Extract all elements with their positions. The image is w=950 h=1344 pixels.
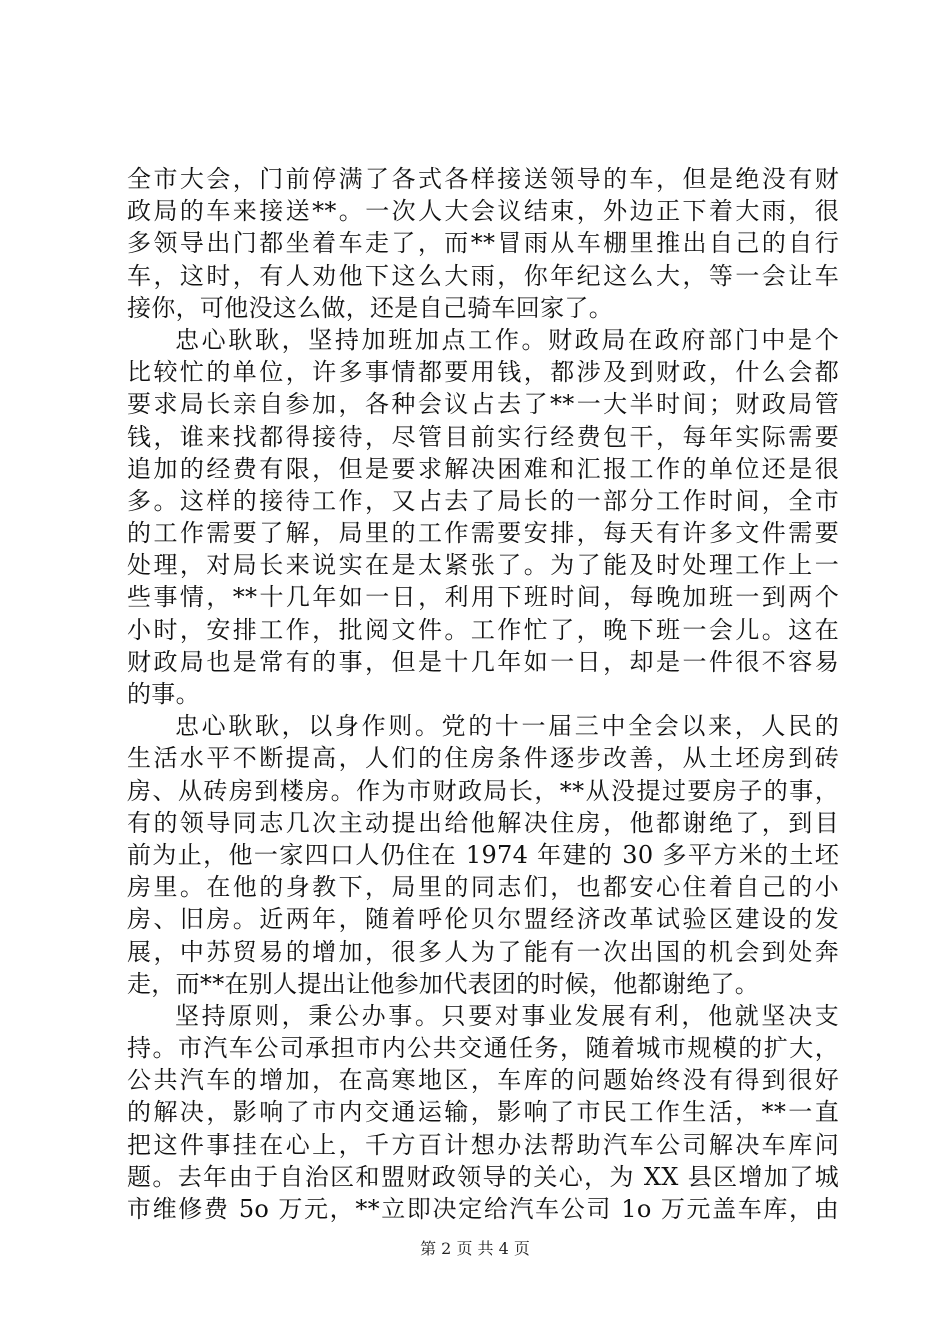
text-line: 接你，可他没这么做，还是自己骑车回家了。 <box>127 293 613 322</box>
text-line: 钱，谁来找都得接待，尽管目前实行经费包干，每年实际需要 <box>127 422 839 451</box>
paragraph-first-line: 坚持原则，秉公办事。只要对事业发展有利，他就坚决支 <box>175 1001 839 1030</box>
text-line: 把这件事挂在心上，千方百计想办法帮助汽车公司解决车库问 <box>127 1130 839 1159</box>
text-line: 的事。 <box>127 680 200 708</box>
text-line: 的解决，影响了市内交通运输，影响了市民工作生活，**一直 <box>127 1098 839 1127</box>
text-line: 多领导出门都坐着车走了，而**冒雨从车棚里推出自己的自行 <box>127 229 839 258</box>
text-line: 车，这时，有人劝他下这么大雨，你年纪这么大，等一会让车 <box>127 261 839 290</box>
body-text <box>127 163 839 1225</box>
text-line: 房里。在他的身教下，局里的同志们，也都安心住着自己的小 <box>127 873 839 902</box>
text-line: 房、从砖房到楼房。作为市财政局长，**从没提过要房子的事， <box>127 776 839 805</box>
text-line: 小时，安排工作，批阅文件。工作忙了，晚下班一会儿。这在 <box>127 615 839 644</box>
text-line: 展，中苏贸易的增加，很多人为了能有一次出国的机会到处奔 <box>127 937 839 966</box>
text-line: 政局的车来接送**。一次人大会议结束，外边正下着大雨，很 <box>127 197 839 226</box>
paragraph-first-line: 忠心耿耿，坚持加班加点工作。财政局在政府部门中是个 <box>175 325 839 354</box>
text-line: 持。市汽车公司承担市内公共交通任务，随着城市规模的扩大， <box>127 1034 839 1063</box>
paragraph-first-line: 忠心耿耿，以身作则。党的十一届三中全会以来，人民的 <box>175 712 839 741</box>
text-line: 比较忙的单位，许多事情都要用钱，都涉及到财政，什么会都 <box>127 358 839 387</box>
text-line: 财政局也是常有的事，但是十几年如一日，却是一件很不容易 <box>127 647 839 676</box>
text-line: 多。这样的接待工作，又占去了局长的一部分工作时间，全市 <box>127 486 839 515</box>
text-line: 些事情，**十几年如一日，利用下班时间，每晚加班一到两个 <box>127 583 839 612</box>
text-line: 房、旧房。近两年，随着呼伦贝尔盟经济改革试验区建设的发 <box>127 905 839 934</box>
text-line: 生活水平不断提高，人们的住房条件逐步改善，从土坯房到砖 <box>127 744 839 773</box>
text-line: 题。去年由于自治区和盟财政领导的关心，为 XX 县区增加了城 <box>127 1162 839 1191</box>
text-line: 前为止，他一家四口人仍住在 1974 年建的 30 多平方米的土坯 <box>127 840 839 869</box>
text-line: 走，而**在别人提出让他参加代表团的时候，他都谢绝了。 <box>127 969 760 998</box>
text-line: 追加的经费有限，但是要求解决困难和汇报工作的单位还是很 <box>127 454 839 483</box>
page-number-footer: 第 2 页 共 4 页 <box>420 1239 530 1258</box>
text-line: 的工作需要了解，局里的工作需要安排，每天有许多文件需要 <box>127 519 839 548</box>
text-line: 有的领导同志几次主动提出给他解决住房，他都谢绝了，到目 <box>127 808 839 837</box>
text-line: 市维修费 5o 万元，**立即决定给汽车公司 1o 万元盖车库，由 <box>127 1195 839 1223</box>
text-line: 公共汽车的增加，在高寒地区，车库的问题始终没有得到很好 <box>127 1066 839 1095</box>
text-line: 要求局长亲自参加，各种会议占去了**一大半时间；财政局管 <box>127 390 839 419</box>
text-line: 处理，对局长来说实在是太紧张了。为了能及时处理工作上一 <box>127 551 839 580</box>
text-line: 全市大会，门前停满了各式各样接送领导的车，但是绝没有财 <box>127 165 839 193</box>
